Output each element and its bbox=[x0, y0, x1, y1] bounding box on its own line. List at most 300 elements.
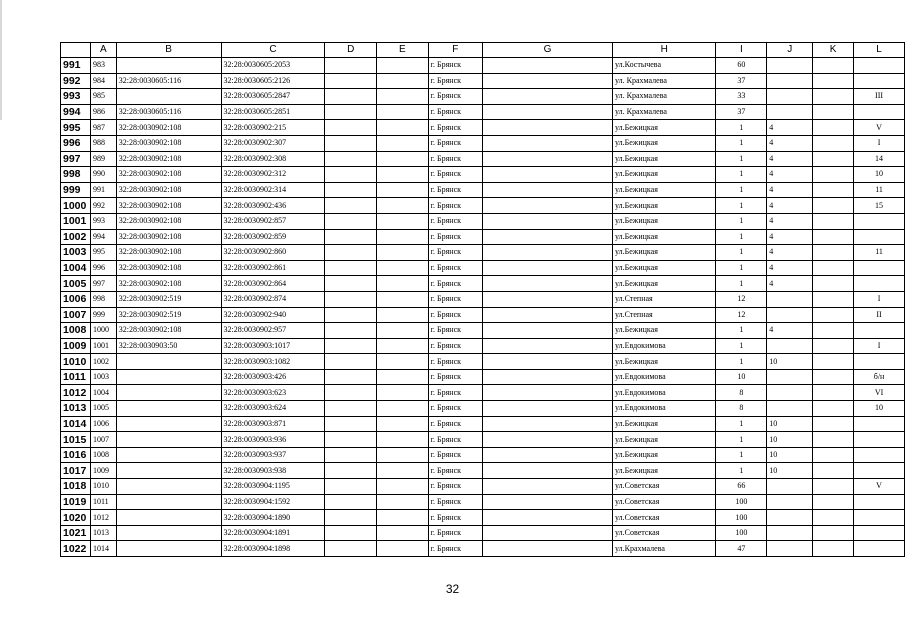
cell-a[interactable]: 1010 bbox=[90, 479, 116, 495]
column-header-h[interactable]: H bbox=[613, 43, 716, 58]
cell-f[interactable]: г. Брянск bbox=[428, 447, 482, 463]
cell-e[interactable] bbox=[377, 120, 429, 136]
cell-b[interactable]: 32:28:0030902:519 bbox=[116, 307, 221, 323]
cell-h[interactable]: ул.Советская bbox=[613, 525, 716, 541]
cell-a[interactable]: 1006 bbox=[90, 416, 116, 432]
cell-l[interactable]: III bbox=[854, 89, 905, 105]
cell-f[interactable]: г. Брянск bbox=[428, 167, 482, 183]
cell-a[interactable]: 996 bbox=[90, 260, 116, 276]
cell-a[interactable]: 1009 bbox=[90, 463, 116, 479]
cell-l[interactable]: 14 bbox=[854, 151, 905, 167]
cell-g[interactable] bbox=[483, 104, 613, 120]
cell-b[interactable]: 32:28:0030605:116 bbox=[116, 104, 221, 120]
cell-a[interactable]: 1007 bbox=[90, 432, 116, 448]
cell-l[interactable] bbox=[854, 494, 905, 510]
cell-d[interactable] bbox=[325, 307, 377, 323]
cell-a[interactable]: 983 bbox=[90, 58, 116, 74]
cell-g[interactable] bbox=[483, 354, 613, 370]
cell-i[interactable]: 47 bbox=[716, 541, 767, 557]
row-number-cell[interactable]: 1022 bbox=[61, 541, 91, 557]
cell-l[interactable] bbox=[854, 416, 905, 432]
cell-b[interactable]: 32:28:0030902:108 bbox=[116, 276, 221, 292]
cell-a[interactable]: 1005 bbox=[90, 401, 116, 417]
cell-b[interactable] bbox=[116, 510, 221, 526]
cell-a[interactable]: 999 bbox=[90, 307, 116, 323]
corner-header[interactable] bbox=[61, 43, 91, 58]
cell-f[interactable]: г. Брянск bbox=[428, 541, 482, 557]
cell-j[interactable] bbox=[767, 291, 813, 307]
row-number-cell[interactable]: 994 bbox=[61, 104, 91, 120]
cell-c[interactable]: 32:28:0030903:1017 bbox=[221, 338, 325, 354]
cell-h[interactable]: ул. Крахмалева bbox=[613, 104, 716, 120]
cell-f[interactable]: г. Брянск bbox=[428, 89, 482, 105]
cell-h[interactable]: ул.Бежицкая bbox=[613, 276, 716, 292]
cell-e[interactable] bbox=[377, 182, 429, 198]
row-number-cell[interactable]: 1021 bbox=[61, 525, 91, 541]
cell-f[interactable]: г. Брянск bbox=[428, 58, 482, 74]
cell-f[interactable]: г. Брянск bbox=[428, 401, 482, 417]
cell-l[interactable]: II bbox=[854, 307, 905, 323]
cell-k[interactable] bbox=[813, 307, 854, 323]
cell-j[interactable] bbox=[767, 338, 813, 354]
cell-k[interactable] bbox=[813, 245, 854, 261]
row-number-cell[interactable]: 993 bbox=[61, 89, 91, 105]
row-number-cell[interactable]: 1016 bbox=[61, 447, 91, 463]
cell-b[interactable]: 32:28:0030902:108 bbox=[116, 323, 221, 339]
cell-d[interactable] bbox=[325, 369, 377, 385]
cell-k[interactable] bbox=[813, 276, 854, 292]
cell-b[interactable] bbox=[116, 369, 221, 385]
cell-h[interactable]: ул.Бежицкая bbox=[613, 323, 716, 339]
row-number-cell[interactable]: 992 bbox=[61, 73, 91, 89]
cell-a[interactable]: 1003 bbox=[90, 369, 116, 385]
cell-c[interactable]: 32:28:0030902:308 bbox=[221, 151, 325, 167]
row-number-cell[interactable]: 1013 bbox=[61, 401, 91, 417]
cell-b[interactable] bbox=[116, 354, 221, 370]
cell-l[interactable]: б/н bbox=[854, 369, 905, 385]
cell-a[interactable]: 1002 bbox=[90, 354, 116, 370]
cell-f[interactable]: г. Брянск bbox=[428, 260, 482, 276]
cell-g[interactable] bbox=[483, 151, 613, 167]
cell-e[interactable] bbox=[377, 525, 429, 541]
cell-h[interactable]: ул.Евдокимова bbox=[613, 369, 716, 385]
cell-h[interactable]: ул.Бежицкая bbox=[613, 120, 716, 136]
cell-e[interactable] bbox=[377, 401, 429, 417]
row-number-cell[interactable]: 1012 bbox=[61, 385, 91, 401]
cell-l[interactable] bbox=[854, 541, 905, 557]
cell-h[interactable]: ул.Бежицкая bbox=[613, 432, 716, 448]
cell-g[interactable] bbox=[483, 167, 613, 183]
cell-k[interactable] bbox=[813, 291, 854, 307]
cell-c[interactable]: 32:28:0030902:312 bbox=[221, 167, 325, 183]
column-header-j[interactable]: J bbox=[767, 43, 813, 58]
cell-f[interactable]: г. Брянск bbox=[428, 432, 482, 448]
cell-g[interactable] bbox=[483, 291, 613, 307]
cell-d[interactable] bbox=[325, 510, 377, 526]
cell-d[interactable] bbox=[325, 479, 377, 495]
cell-e[interactable] bbox=[377, 245, 429, 261]
cell-h[interactable]: ул. Крахмалева bbox=[613, 73, 716, 89]
cell-c[interactable]: 32:28:0030904:1195 bbox=[221, 479, 325, 495]
cell-b[interactable] bbox=[116, 401, 221, 417]
cell-f[interactable]: г. Брянск bbox=[428, 73, 482, 89]
cell-b[interactable]: 32:28:0030902:108 bbox=[116, 229, 221, 245]
cell-a[interactable]: 993 bbox=[90, 213, 116, 229]
cell-e[interactable] bbox=[377, 479, 429, 495]
cell-i[interactable]: 60 bbox=[716, 58, 767, 74]
cell-g[interactable] bbox=[483, 385, 613, 401]
cell-c[interactable]: 32:28:0030903:936 bbox=[221, 432, 325, 448]
cell-e[interactable] bbox=[377, 416, 429, 432]
cell-e[interactable] bbox=[377, 510, 429, 526]
cell-a[interactable]: 1014 bbox=[90, 541, 116, 557]
cell-e[interactable] bbox=[377, 167, 429, 183]
cell-b[interactable] bbox=[116, 58, 221, 74]
cell-k[interactable] bbox=[813, 198, 854, 214]
cell-i[interactable]: 1 bbox=[716, 245, 767, 261]
cell-j[interactable] bbox=[767, 385, 813, 401]
row-number-cell[interactable]: 1011 bbox=[61, 369, 91, 385]
cell-i[interactable]: 1 bbox=[716, 167, 767, 183]
cell-l[interactable] bbox=[854, 260, 905, 276]
cell-g[interactable] bbox=[483, 479, 613, 495]
cell-g[interactable] bbox=[483, 260, 613, 276]
row-number-cell[interactable]: 1005 bbox=[61, 276, 91, 292]
cell-l[interactable]: VI bbox=[854, 385, 905, 401]
cell-j[interactable] bbox=[767, 494, 813, 510]
row-number-cell[interactable]: 999 bbox=[61, 182, 91, 198]
cell-j[interactable] bbox=[767, 401, 813, 417]
row-number-cell[interactable]: 1020 bbox=[61, 510, 91, 526]
cell-k[interactable] bbox=[813, 338, 854, 354]
cell-c[interactable]: 32:28:0030902:940 bbox=[221, 307, 325, 323]
cell-a[interactable]: 1008 bbox=[90, 447, 116, 463]
cell-i[interactable]: 1 bbox=[716, 354, 767, 370]
cell-d[interactable] bbox=[325, 89, 377, 105]
cell-f[interactable]: г. Брянск bbox=[428, 291, 482, 307]
cell-j[interactable]: 4 bbox=[767, 151, 813, 167]
cell-g[interactable] bbox=[483, 198, 613, 214]
cell-k[interactable] bbox=[813, 73, 854, 89]
cell-l[interactable] bbox=[854, 73, 905, 89]
cell-g[interactable] bbox=[483, 323, 613, 339]
cell-d[interactable] bbox=[325, 447, 377, 463]
cell-a[interactable]: 998 bbox=[90, 291, 116, 307]
cell-b[interactable]: 32:28:0030902:108 bbox=[116, 120, 221, 136]
cell-c[interactable]: 32:28:0030904:1891 bbox=[221, 525, 325, 541]
cell-c[interactable]: 32:28:0030902:861 bbox=[221, 260, 325, 276]
cell-c[interactable]: 32:28:0030903:937 bbox=[221, 447, 325, 463]
cell-k[interactable] bbox=[813, 104, 854, 120]
cell-g[interactable] bbox=[483, 510, 613, 526]
cell-h[interactable]: ул.Бежицкая bbox=[613, 245, 716, 261]
cell-k[interactable] bbox=[813, 120, 854, 136]
row-number-cell[interactable]: 991 bbox=[61, 58, 91, 74]
cell-c[interactable]: 32:28:0030904:1890 bbox=[221, 510, 325, 526]
cell-e[interactable] bbox=[377, 260, 429, 276]
cell-b[interactable]: 32:28:0030902:108 bbox=[116, 135, 221, 151]
cell-j[interactable] bbox=[767, 89, 813, 105]
cell-d[interactable] bbox=[325, 167, 377, 183]
cell-k[interactable] bbox=[813, 385, 854, 401]
cell-d[interactable] bbox=[325, 432, 377, 448]
cell-i[interactable]: 1 bbox=[716, 447, 767, 463]
cell-j[interactable] bbox=[767, 479, 813, 495]
cell-h[interactable]: ул.Бежицкая bbox=[613, 213, 716, 229]
cell-e[interactable] bbox=[377, 104, 429, 120]
cell-l[interactable] bbox=[854, 510, 905, 526]
cell-j[interactable] bbox=[767, 541, 813, 557]
cell-d[interactable] bbox=[325, 198, 377, 214]
cell-d[interactable] bbox=[325, 291, 377, 307]
cell-a[interactable]: 986 bbox=[90, 104, 116, 120]
cell-g[interactable] bbox=[483, 182, 613, 198]
cell-d[interactable] bbox=[325, 494, 377, 510]
cell-i[interactable]: 1 bbox=[716, 229, 767, 245]
cell-l[interactable]: 10 bbox=[854, 401, 905, 417]
cell-c[interactable]: 32:28:0030902:314 bbox=[221, 182, 325, 198]
cell-l[interactable] bbox=[854, 323, 905, 339]
cell-b[interactable] bbox=[116, 479, 221, 495]
cell-a[interactable]: 990 bbox=[90, 167, 116, 183]
cell-c[interactable]: 32:28:0030902:859 bbox=[221, 229, 325, 245]
cell-l[interactable]: 11 bbox=[854, 245, 905, 261]
cell-f[interactable]: г. Брянск bbox=[428, 276, 482, 292]
cell-g[interactable] bbox=[483, 525, 613, 541]
cell-l[interactable]: V bbox=[854, 120, 905, 136]
cell-f[interactable]: г. Брянск bbox=[428, 354, 482, 370]
row-number-cell[interactable]: 1009 bbox=[61, 338, 91, 354]
cell-i[interactable]: 100 bbox=[716, 494, 767, 510]
cell-e[interactable] bbox=[377, 323, 429, 339]
cell-i[interactable]: 1 bbox=[716, 276, 767, 292]
cell-c[interactable]: 32:28:0030605:2851 bbox=[221, 104, 325, 120]
column-header-g[interactable]: G bbox=[483, 43, 613, 58]
cell-h[interactable]: ул.Степная bbox=[613, 307, 716, 323]
cell-e[interactable] bbox=[377, 89, 429, 105]
cell-f[interactable]: г. Брянск bbox=[428, 416, 482, 432]
cell-l[interactable] bbox=[854, 229, 905, 245]
cell-k[interactable] bbox=[813, 416, 854, 432]
cell-g[interactable] bbox=[483, 276, 613, 292]
cell-i[interactable]: 1 bbox=[716, 432, 767, 448]
cell-i[interactable]: 1 bbox=[716, 151, 767, 167]
cell-a[interactable]: 997 bbox=[90, 276, 116, 292]
cell-c[interactable]: 32:28:0030903:623 bbox=[221, 385, 325, 401]
cell-d[interactable] bbox=[325, 151, 377, 167]
row-number-cell[interactable]: 995 bbox=[61, 120, 91, 136]
cell-l[interactable] bbox=[854, 354, 905, 370]
cell-g[interactable] bbox=[483, 229, 613, 245]
cell-h[interactable]: ул.Бежицкая bbox=[613, 182, 716, 198]
cell-j[interactable]: 4 bbox=[767, 182, 813, 198]
cell-d[interactable] bbox=[325, 135, 377, 151]
cell-j[interactable]: 10 bbox=[767, 416, 813, 432]
cell-f[interactable]: г. Брянск bbox=[428, 510, 482, 526]
cell-k[interactable] bbox=[813, 432, 854, 448]
row-number-cell[interactable]: 1014 bbox=[61, 416, 91, 432]
cell-k[interactable] bbox=[813, 323, 854, 339]
cell-d[interactable] bbox=[325, 354, 377, 370]
cell-j[interactable] bbox=[767, 525, 813, 541]
cell-g[interactable] bbox=[483, 245, 613, 261]
cell-i[interactable]: 12 bbox=[716, 291, 767, 307]
cell-j[interactable] bbox=[767, 307, 813, 323]
cell-k[interactable] bbox=[813, 354, 854, 370]
row-number-cell[interactable]: 1018 bbox=[61, 479, 91, 495]
cell-k[interactable] bbox=[813, 135, 854, 151]
cell-e[interactable] bbox=[377, 198, 429, 214]
cell-e[interactable] bbox=[377, 291, 429, 307]
cell-b[interactable]: 32:28:0030902:108 bbox=[116, 213, 221, 229]
cell-h[interactable]: ул.Евдокимова bbox=[613, 385, 716, 401]
cell-k[interactable] bbox=[813, 58, 854, 74]
cell-b[interactable]: 32:28:0030902:108 bbox=[116, 151, 221, 167]
cell-b[interactable]: 32:28:0030605:116 bbox=[116, 73, 221, 89]
cell-e[interactable] bbox=[377, 385, 429, 401]
cell-g[interactable] bbox=[483, 494, 613, 510]
cell-a[interactable]: 995 bbox=[90, 245, 116, 261]
cell-g[interactable] bbox=[483, 432, 613, 448]
cell-a[interactable]: 991 bbox=[90, 182, 116, 198]
cell-g[interactable] bbox=[483, 58, 613, 74]
cell-l[interactable]: I bbox=[854, 291, 905, 307]
cell-k[interactable] bbox=[813, 401, 854, 417]
cell-l[interactable]: 11 bbox=[854, 182, 905, 198]
cell-i[interactable]: 1 bbox=[716, 182, 767, 198]
row-number-cell[interactable]: 997 bbox=[61, 151, 91, 167]
column-header-c[interactable]: C bbox=[221, 43, 325, 58]
cell-f[interactable]: г. Брянск bbox=[428, 338, 482, 354]
cell-b[interactable]: 32:28:0030902:108 bbox=[116, 260, 221, 276]
cell-j[interactable]: 10 bbox=[767, 432, 813, 448]
cell-c[interactable]: 32:28:0030902:957 bbox=[221, 323, 325, 339]
cell-b[interactable] bbox=[116, 447, 221, 463]
cell-j[interactable]: 10 bbox=[767, 354, 813, 370]
cell-e[interactable] bbox=[377, 463, 429, 479]
cell-f[interactable]: г. Брянск bbox=[428, 463, 482, 479]
cell-k[interactable] bbox=[813, 525, 854, 541]
cell-k[interactable] bbox=[813, 167, 854, 183]
cell-i[interactable]: 1 bbox=[716, 323, 767, 339]
cell-d[interactable] bbox=[325, 276, 377, 292]
cell-h[interactable]: ул.Крахмалева bbox=[613, 541, 716, 557]
cell-a[interactable]: 1000 bbox=[90, 323, 116, 339]
cell-f[interactable]: г. Брянск bbox=[428, 151, 482, 167]
cell-l[interactable] bbox=[854, 463, 905, 479]
cell-f[interactable]: г. Брянск bbox=[428, 120, 482, 136]
cell-e[interactable] bbox=[377, 354, 429, 370]
cell-k[interactable] bbox=[813, 182, 854, 198]
column-header-b[interactable]: B bbox=[116, 43, 221, 58]
cell-f[interactable]: г. Брянск bbox=[428, 104, 482, 120]
cell-b[interactable] bbox=[116, 525, 221, 541]
cell-g[interactable] bbox=[483, 369, 613, 385]
cell-h[interactable]: ул.Советская bbox=[613, 494, 716, 510]
cell-e[interactable] bbox=[377, 276, 429, 292]
cell-k[interactable] bbox=[813, 510, 854, 526]
cell-a[interactable]: 1004 bbox=[90, 385, 116, 401]
cell-g[interactable] bbox=[483, 120, 613, 136]
cell-h[interactable]: ул.Евдокимова bbox=[613, 338, 716, 354]
cell-d[interactable] bbox=[325, 385, 377, 401]
cell-d[interactable] bbox=[325, 338, 377, 354]
cell-j[interactable] bbox=[767, 58, 813, 74]
cell-j[interactable]: 4 bbox=[767, 229, 813, 245]
cell-c[interactable]: 32:28:0030902:874 bbox=[221, 291, 325, 307]
cell-i[interactable]: 1 bbox=[716, 416, 767, 432]
cell-e[interactable] bbox=[377, 432, 429, 448]
cell-c[interactable]: 32:28:0030904:1592 bbox=[221, 494, 325, 510]
cell-b[interactable] bbox=[116, 432, 221, 448]
cell-e[interactable] bbox=[377, 494, 429, 510]
cell-g[interactable] bbox=[483, 135, 613, 151]
cell-h[interactable]: ул.Бежицкая bbox=[613, 135, 716, 151]
cell-f[interactable]: г. Брянск bbox=[428, 135, 482, 151]
cell-i[interactable]: 1 bbox=[716, 338, 767, 354]
cell-j[interactable]: 4 bbox=[767, 276, 813, 292]
cell-i[interactable]: 10 bbox=[716, 369, 767, 385]
cell-h[interactable]: ул. Крахмалева bbox=[613, 89, 716, 105]
cell-l[interactable] bbox=[854, 447, 905, 463]
cell-i[interactable]: 37 bbox=[716, 104, 767, 120]
cell-h[interactable]: ул.Бежицкая bbox=[613, 260, 716, 276]
cell-d[interactable] bbox=[325, 416, 377, 432]
cell-a[interactable]: 987 bbox=[90, 120, 116, 136]
cell-e[interactable] bbox=[377, 229, 429, 245]
row-number-cell[interactable]: 1001 bbox=[61, 213, 91, 229]
cell-b[interactable] bbox=[116, 463, 221, 479]
column-header-e[interactable]: E bbox=[377, 43, 429, 58]
cell-d[interactable] bbox=[325, 182, 377, 198]
cell-a[interactable]: 1001 bbox=[90, 338, 116, 354]
cell-l[interactable] bbox=[854, 432, 905, 448]
cell-b[interactable] bbox=[116, 541, 221, 557]
cell-i[interactable]: 66 bbox=[716, 479, 767, 495]
row-number-cell[interactable]: 1004 bbox=[61, 260, 91, 276]
cell-l[interactable]: I bbox=[854, 338, 905, 354]
cell-k[interactable] bbox=[813, 447, 854, 463]
row-number-cell[interactable]: 1000 bbox=[61, 198, 91, 214]
cell-f[interactable]: г. Брянск bbox=[428, 494, 482, 510]
cell-e[interactable] bbox=[377, 135, 429, 151]
cell-c[interactable]: 32:28:0030605:2053 bbox=[221, 58, 325, 74]
cell-f[interactable]: г. Брянск bbox=[428, 307, 482, 323]
cell-h[interactable]: ул.Советская bbox=[613, 510, 716, 526]
row-number-cell[interactable]: 1002 bbox=[61, 229, 91, 245]
row-number-cell[interactable]: 1006 bbox=[61, 291, 91, 307]
cell-a[interactable]: 989 bbox=[90, 151, 116, 167]
cell-e[interactable] bbox=[377, 213, 429, 229]
row-number-cell[interactable]: 1017 bbox=[61, 463, 91, 479]
cell-d[interactable] bbox=[325, 463, 377, 479]
cell-i[interactable]: 100 bbox=[716, 510, 767, 526]
cell-h[interactable]: ул.Советская bbox=[613, 479, 716, 495]
cell-k[interactable] bbox=[813, 89, 854, 105]
cell-a[interactable]: 1011 bbox=[90, 494, 116, 510]
cell-d[interactable] bbox=[325, 401, 377, 417]
cell-e[interactable] bbox=[377, 151, 429, 167]
cell-j[interactable] bbox=[767, 104, 813, 120]
cell-b[interactable] bbox=[116, 416, 221, 432]
cell-c[interactable]: 32:28:0030902:860 bbox=[221, 245, 325, 261]
cell-f[interactable]: г. Брянск bbox=[428, 525, 482, 541]
cell-h[interactable]: ул.Бежицкая bbox=[613, 229, 716, 245]
cell-f[interactable]: г. Брянск bbox=[428, 385, 482, 401]
cell-b[interactable] bbox=[116, 494, 221, 510]
cell-g[interactable] bbox=[483, 541, 613, 557]
cell-c[interactable]: 32:28:0030902:307 bbox=[221, 135, 325, 151]
